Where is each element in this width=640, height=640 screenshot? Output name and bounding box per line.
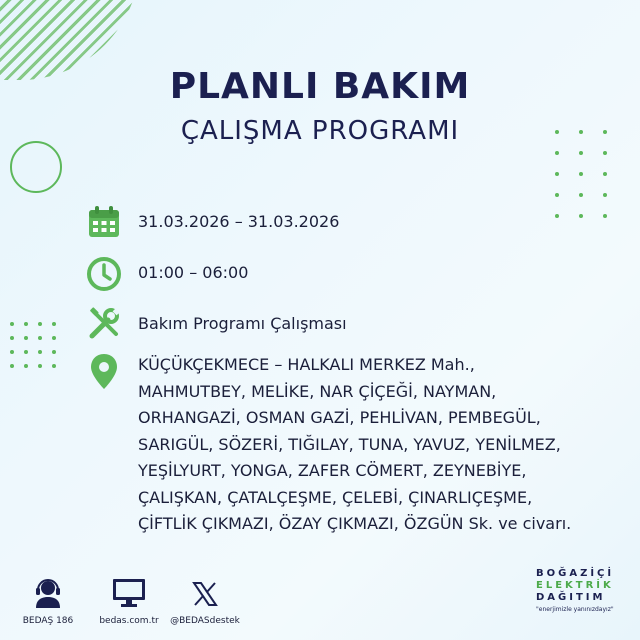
work-row: [86, 306, 347, 342]
web-label: bedas.com.tr: [99, 616, 159, 626]
headset-icon: [33, 578, 63, 612]
clock-icon: [86, 256, 122, 292]
decorative-ring: [10, 141, 62, 193]
work-text: Bakım Programı Çalışması: [138, 314, 347, 333]
page-subtitle: ÇALIŞMA PROGRAMI: [180, 116, 460, 146]
footer-social: [165, 576, 245, 626]
logo-line3: DAĞITIM: [536, 592, 606, 603]
time-text: 01:00 – 06:00: [138, 263, 249, 282]
monitor-icon: [112, 578, 146, 612]
date-row: [86, 204, 339, 240]
logo-line2: ELEKTRİK: [536, 580, 614, 591]
decorative-dots-left: [10, 322, 56, 368]
location-row: [86, 352, 578, 538]
footer-phone: [18, 576, 78, 626]
phone-label: BEDAŞ 186: [22, 616, 74, 626]
logo-tagline: "enerjimizle yanınızdayız": [536, 606, 614, 613]
logo-line1: BOĞAZİÇİ: [536, 568, 615, 579]
social-label: @BEDASdestek: [170, 616, 240, 626]
bedas-logo: [536, 568, 626, 613]
page-title: PLANLI BAKIM: [169, 66, 471, 107]
x-logo-icon: [191, 580, 219, 612]
date-text: 31.03.2026 – 31.03.2026: [138, 212, 340, 231]
time-row: [86, 256, 248, 292]
calendar-icon: [86, 204, 122, 240]
tools-icon: [86, 306, 122, 342]
footer-web: [94, 576, 164, 626]
location-pin-icon: [86, 352, 122, 388]
location-text: KÜÇÜKÇEKMECE – HALKALI MERKEZ Mah., MAHMUTBEY, MELİKE, NAR ÇİÇEĞİ, NAYMAN, ORHANGAZİ, OSMAN GAZİ, PEHLİVAN, PEMBEGÜL, SARIGÜL, SÖZERİ, TIĞILAY, TUNA, YAVUZ, YENİLMEZ, YEŞİLYURT, YONGA, ZAFER CÖMERT, ZEYNEBİYE, ÇALIŞKAN, ÇATALÇEŞME, ÇELEBİ, ÇINARLIÇEŞME, ÇİFTLİK ÇIKMAZI, ÖZAY ÇIKMAZI, ÖZGÜN Sk. ve civarı.: [138, 355, 572, 533]
